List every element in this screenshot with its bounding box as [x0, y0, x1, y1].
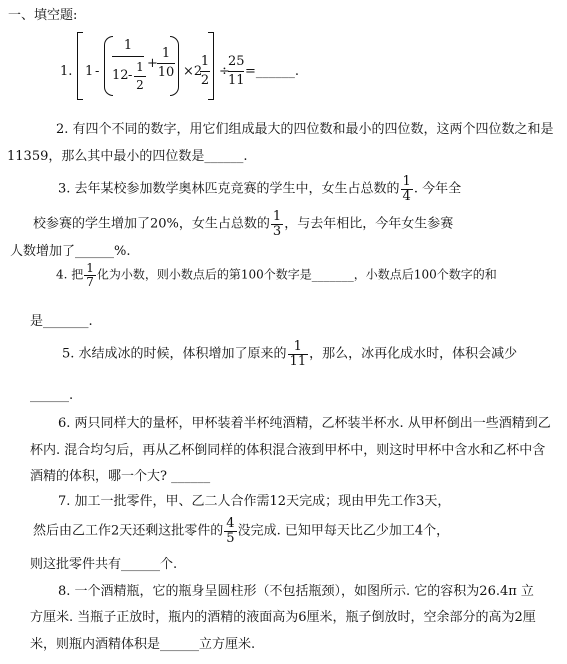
q3-f2-den: 3 [272, 223, 282, 239]
q4-line-2: 是_______. [30, 314, 93, 329]
q1-last-numerator: 25 [228, 54, 245, 69]
q1-big-fraction-bar [112, 56, 144, 57]
q3-line-1 [58, 175, 461, 203]
q8-line-1: 8. 一个酒精瓶，它的瓶身呈圆柱形（不包括瓶颈），如图所示. 它的容积为26.4π 立 [58, 584, 534, 599]
q3-fraction-1 [401, 175, 413, 203]
q4-text-b: 化为小数，则小数点后的第100个数字是_______，小数点后100个数字的和 [96, 267, 497, 282]
q3-text-b: . 今年全 [413, 181, 462, 197]
q1-last-denominator: 11 [228, 73, 245, 88]
q5-f-den: 11 [289, 353, 307, 369]
q1-big-numerator: 1 [123, 38, 133, 53]
q2-line-2: 11359，那么其中最小的四位数是______. [7, 149, 248, 164]
q1-times-two: ×2 [183, 64, 203, 79]
q7-line-1: 7. 加工一批零件，甲、乙二人合作需12天完成；现由甲先工作3天， [58, 494, 451, 509]
q1-mixed-denominator: 2 [200, 73, 210, 88]
q2-line-1: 2. 有四个不同的数字，用它们组成最大的四位数和最小的四位数，这两个四位数之和是 [56, 122, 554, 137]
q1-plus: + [147, 56, 158, 71]
q4-fraction [84, 262, 96, 288]
q4-line-1 [56, 262, 497, 288]
right-bracket [208, 32, 214, 100]
q1-one: 1 [85, 64, 94, 79]
q7-line-3: 则这批零件共有______个. [30, 557, 178, 572]
left-paren [104, 36, 113, 96]
q7-f-den: 5 [226, 530, 235, 546]
q3-text-c: 校参赛的学生增加了20%，女生占总数的 [33, 216, 270, 232]
q1-number: 1. [60, 64, 73, 79]
q7-f-num: 4 [226, 516, 235, 531]
q3-line-2 [33, 210, 453, 238]
q1-half-bar [134, 76, 146, 77]
q3-f1-num: 1 [402, 174, 411, 189]
q3-text-d: ，与去年相比，今年女生参赛 [284, 216, 454, 232]
q5-line-1 [62, 340, 517, 368]
q4-f-num: 1 [86, 261, 94, 275]
q6-line-1: 6. 两只同样大的量杯，甲杯装着半杯纯酒精，乙杯装半杯水. 从甲杯倒出一些酒精到乙 [58, 416, 551, 431]
q7-line-2 [33, 517, 449, 545]
q8-line-2: 方厘米. 当瓶子正放时，瓶内的酒精的液面高为6厘米，瓶子倒放时，空余部分的高为2厘 [30, 610, 536, 625]
q5-text-b: ，那么，冰再化成水时，体积会减少 [309, 346, 518, 362]
q6-line-2: 杯内. 混合均匀后，再从乙杯倒同样的体积混合液到甲杯中，则这时甲杯中含水和乙杯中含 [30, 443, 546, 458]
q1-half-numerator: 1 [136, 60, 144, 74]
q1-tenth-numerator: 1 [161, 46, 171, 61]
right-paren [170, 36, 179, 96]
q3-line-3: 人数增加了______%. [10, 244, 131, 259]
q4-text-a: 4. 把 [56, 267, 84, 282]
q7-text-a: 然后由乙工作2天还剩这批零件的 [33, 523, 224, 539]
q1-twelve: 12 [112, 68, 129, 83]
q5-f-num: 1 [288, 340, 309, 355]
q7-text-b: 没完成. 已知甲每天比乙少加工4个， [237, 523, 450, 539]
q8-line-3: 米，则瓶内酒精体积是______立方厘米. [30, 637, 256, 652]
q3-text-a: 3. 去年某校参加数学奥林匹克竞赛的学生中，女生占总数的 [58, 181, 400, 197]
q7-fraction [224, 517, 236, 545]
q1-inner-minus: - [128, 68, 133, 83]
q1-answer-blank: =______. [245, 64, 300, 79]
q1-tenth-denominator: 10 [157, 65, 175, 80]
q1-last-bar [228, 71, 244, 72]
q5-text-a: 5. 水结成冰的时候，体积增加了原来的 [62, 346, 287, 362]
section-title: 一、填空题: [8, 8, 78, 23]
q5-line-2: ______. [30, 388, 74, 403]
q1-divide: ÷ [219, 64, 230, 79]
q1-half-denominator: 2 [136, 78, 144, 92]
left-bracket [77, 32, 83, 100]
q3-f2-num: 1 [272, 209, 282, 224]
q1-mixed-numerator: 1 [200, 54, 210, 69]
q3-fraction-2 [271, 210, 283, 238]
q3-f1-den: 4 [402, 188, 411, 204]
q1-minus: - [95, 64, 100, 79]
q6-line-3: 酒精的体积，哪一个大? ______ [30, 469, 211, 484]
q5-fraction [288, 340, 309, 368]
q4-f-den: 7 [86, 274, 94, 289]
